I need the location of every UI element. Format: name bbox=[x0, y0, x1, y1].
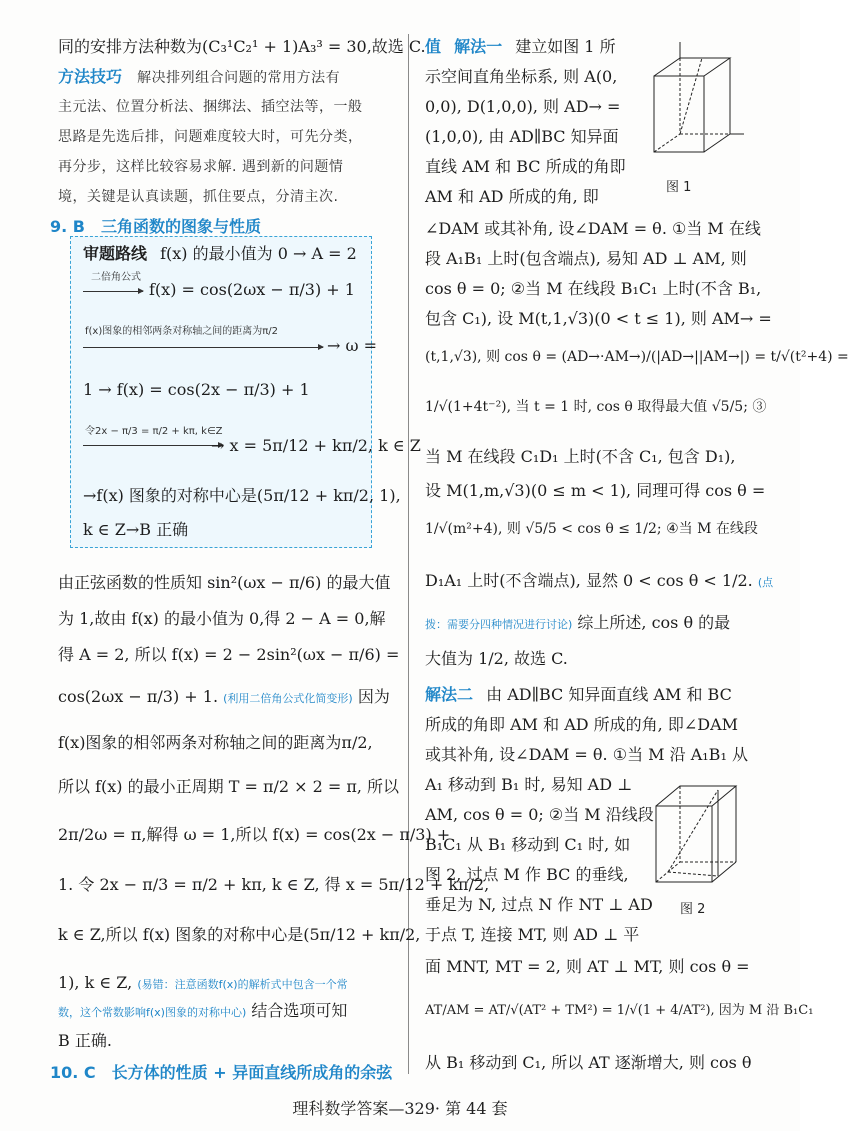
text-fragment: 由 AD∥BC 知异面直线 AM 和 BC bbox=[486, 685, 732, 704]
column-divider bbox=[408, 34, 409, 1074]
box-line-6: →f(x) 图象的对称中心是(5π/12 + kπ/2, 1), bbox=[83, 486, 401, 505]
text-line: AM, cos θ = 0; ②当 M 沿线段 bbox=[425, 805, 654, 824]
text-line bbox=[425, 684, 732, 706]
text-line: 思路是先选后排，问题难度较大时，可先分类， bbox=[58, 129, 363, 145]
text-line: 1/√(m²+4), 则 √5/5 < cos θ ≤ 1/2; ④当 M 在线段 bbox=[425, 521, 758, 537]
page-footer: 理科数学答案—329· 第 44 套 bbox=[292, 1099, 508, 1118]
text-fragment: 值 bbox=[425, 37, 442, 56]
text-line: 2π/2ω = π,解得 ω = 1,所以 f(x) = cos(2x − π/3) + bbox=[58, 825, 451, 844]
review-route-box bbox=[70, 236, 421, 548]
arrow-label: 令2x − π/3 = π/2 + kπ, k∈Z bbox=[85, 426, 223, 437]
text-line bbox=[58, 686, 390, 710]
text-fragment: 1), k ∈ Z, bbox=[58, 973, 133, 992]
text-line: 当 M 在线段 C₁D₁ 上时(不含 C₁, 包含 D₁), bbox=[425, 447, 736, 466]
box-line-2: f(x) = cos(2ωx − π/3) + 1 bbox=[149, 280, 355, 299]
box-line-4: 1 → f(x) = cos(2x − π/3) + 1 bbox=[83, 380, 310, 399]
text-line bbox=[58, 972, 348, 996]
box-line-5: → x = 5π/12 + kπ/2, k ∈ Z bbox=[211, 436, 421, 455]
text-line: 境，关键是认真读题，抓住要点，分清主次. bbox=[58, 189, 339, 205]
text-line: 示空间直角坐标系, 则 A(0, bbox=[425, 67, 618, 86]
arrow-label: f(x)图象的相邻两条对称轴之间的距离为π/2 bbox=[85, 326, 278, 337]
answer-heading-10: 10. C 长方体的性质 + 异面直线所成角的余弦 bbox=[50, 1063, 393, 1082]
arrow-icon bbox=[83, 347, 323, 348]
text-fragment: 综上所述, cos θ 的最 bbox=[577, 613, 731, 632]
text-line: (1,0,0), 由 AD∥BC 知异面 bbox=[425, 127, 619, 146]
text-line: B 正确. bbox=[58, 1031, 112, 1050]
figure-2-cuboid bbox=[648, 776, 748, 891]
text-fragment: 因为 bbox=[357, 687, 390, 706]
text-line: 同的安排方法种数为(C₃¹C₂¹ + 1)A₃³ = 30,故选 C. bbox=[58, 37, 426, 56]
box-line-3: → ω = bbox=[327, 336, 378, 355]
tip-note: (点 bbox=[757, 576, 774, 589]
text-line: 为 1,故由 f(x) 的最小值为 0,得 2 − A = 0,解 bbox=[58, 609, 386, 628]
figure-1-cuboid bbox=[640, 36, 750, 166]
text-line: ∠DAM 或其补角, 设∠DAM = θ. ①当 M 在线 bbox=[425, 219, 761, 238]
text-line: 直线 AM 和 BC 所成的角即 bbox=[425, 157, 626, 176]
text-fragment: cos(2ωx − π/3) + 1. bbox=[58, 687, 219, 706]
text-line: 得 A = 2, 所以 f(x) = 2 − 2sin²(ωx − π/6) = bbox=[58, 645, 400, 664]
text-line: 图 2, 过点 M 作 BC 的垂线, bbox=[425, 865, 629, 884]
text-line: B₁C₁ 从 B₁ 移动到 C₁ 时, 如 bbox=[425, 835, 631, 854]
arrow-label: 二倍角公式 bbox=[91, 272, 141, 283]
text-line: 包含 C₁), 设 M(t,1,√3)(0 < t ≤ 1), 则 AM→ = bbox=[425, 309, 772, 328]
box-line-1 bbox=[83, 243, 357, 265]
text-line: 1. 令 2x − π/3 = π/2 + kπ, k ∈ Z, 得 x = 5π/12 + kπ/2, bbox=[58, 875, 490, 894]
arrow-icon bbox=[83, 445, 223, 446]
method-tip-text: 解决排列组合问题的常用方法有 bbox=[137, 70, 341, 86]
answer-heading-9: 9. B 三角函数的图象与性质 bbox=[50, 217, 261, 236]
tip-note: 数，这个常数影响f(x)图象的对称中心) bbox=[58, 1006, 247, 1019]
text-line bbox=[425, 36, 616, 58]
text-line: 段 A₁B₁ 上时(包含端点), 易知 AD ⊥ AM, 则 bbox=[425, 249, 747, 268]
text-line: 1/√(1+4t⁻²), 当 t = 1 时, cos θ 取得最大值 √5/5; ③ bbox=[425, 399, 767, 415]
text-line: 设 M(1,m,√3)(0 ≤ m < 1), 同理可得 cos θ = bbox=[425, 481, 766, 500]
text-line: 所成的角即 AM 和 AD 所成的角, 即∠DAM bbox=[425, 715, 739, 734]
text-line: AT/AM = AT/√(AT² + TM²) = 1/√(1 + 4/AT²), 因为 M 沿 B₁C₁ bbox=[425, 1003, 814, 1018]
text-line: 面 MNT, MT = 2, 则 AT ⊥ MT, 则 cos θ = bbox=[425, 957, 750, 976]
text-line: 从 B₁ 移动到 C₁, 所以 AT 逐渐增大, 则 cos θ bbox=[425, 1053, 752, 1072]
box-title: 审题路线 bbox=[83, 244, 148, 263]
method-tip-line bbox=[58, 66, 340, 89]
text-line: 主元法、位置分析法、捆绑法、插空法等，一般 bbox=[58, 99, 363, 115]
method-tip-title: 方法技巧 bbox=[58, 67, 123, 86]
arrow-icon bbox=[83, 291, 143, 292]
text-line bbox=[425, 570, 773, 594]
text-line: 于点 T, 连接 MT, 则 AD ⊥ 平 bbox=[425, 925, 640, 944]
figure-2-caption: 图 2 bbox=[680, 902, 706, 917]
text-line: 或其补角, 设∠DAM = θ. ①当 M 沿 A₁B₁ 从 bbox=[425, 745, 748, 764]
text-line: f(x)图象的相邻两条对称轴之间的距离为π/2, bbox=[58, 733, 373, 752]
text-line bbox=[425, 612, 730, 636]
text-line: 所以 f(x) 的最小正周期 T = π/2 × 2 = π, 所以 bbox=[58, 777, 400, 796]
text-line: k ∈ Z,所以 f(x) 图象的对称中心是(5π/12 + kπ/2, bbox=[58, 925, 421, 944]
text-line: 0,0), D(1,0,0), 则 AD→ = bbox=[425, 97, 621, 116]
tip-note: 拨：需要分四种情况进行讨论) bbox=[425, 618, 573, 631]
text-line: 由正弦函数的性质知 sin²(ωx − π/6) 的最大值 bbox=[58, 573, 391, 592]
box-text: f(x) 的最小值为 0 → A = 2 bbox=[160, 244, 357, 263]
text-line bbox=[58, 1000, 347, 1024]
text-line: A₁ 移动到 B₁ 时, 易知 AD ⊥ bbox=[425, 775, 633, 794]
box-line-7: k ∈ Z→B 正确 bbox=[83, 520, 189, 539]
text-line: 大值为 1/2, 故选 C. bbox=[425, 649, 568, 668]
solution-label: 解法一 bbox=[454, 37, 503, 56]
text-line: cos θ = 0; ②当 M 在线段 B₁C₁ 上时(不含 B₁, bbox=[425, 279, 762, 298]
tip-note: (利用二倍角公式化简变形) bbox=[223, 692, 353, 705]
text-fragment: 结合选项可知 bbox=[251, 1001, 348, 1020]
text-line: (t,1,√3), 则 cos θ = (AD→·AM→)/(|AD→||AM→|) = t/√(t²+4) = bbox=[425, 349, 849, 365]
text-line: AM 和 AD 所成的角, 即 bbox=[425, 187, 599, 206]
figure-1-caption: 图 1 bbox=[666, 180, 692, 195]
tip-note: (易错：注意函数f(x)的解析式中包含一个常 bbox=[137, 978, 348, 991]
text-line: 垂足为 N, 过点 N 作 NT ⊥ AD bbox=[425, 895, 653, 914]
text-fragment: 建立如图 1 所 bbox=[515, 37, 616, 56]
text-line: 再分步，这样比较容易求解. 遇到新的问题情 bbox=[58, 159, 344, 175]
solution-label: 解法二 bbox=[425, 685, 474, 704]
text-fragment: D₁A₁ 上时(不含端点), 显然 0 < cos θ < 1/2. bbox=[425, 571, 753, 590]
